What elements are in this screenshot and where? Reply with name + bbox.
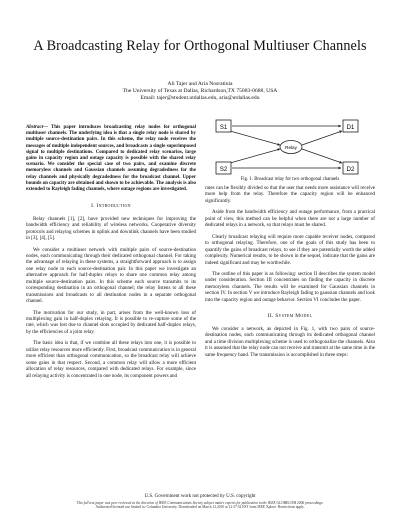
section-heading-introduction: I. Introduction xyxy=(91,203,131,210)
page-footer xyxy=(20,501,380,510)
abstract-text: This paper introduces broadcasting relay nodes for orthogonal multiuser channels. The underlying idea is that a single relay node is shared by multiple source-destination pairs. In this scheme, the relay node receives the messages of multiple independent sources, and broadcasts a single superimposed signal to multiple destinations. Compared to dedicated relay scenarios, large gains in capacity region and outage capacity is possible with the shared relay scenario. We consider the special case of two pairs, and examine discrete memoryless channels and Gaussian channels assuming degradedness for the relay channels and physically degradedness for the broadcast channel. Upper bounds on capacity are obtained and shown to be achievable. The analysis is also extended to Rayleigh fading channels, where outage regions are investigated. xyxy=(26,125,196,193)
relay-diagram xyxy=(210,118,372,176)
figure-caption: Fig. 1. Broadcast relay for two orthogonal channels xyxy=(240,177,340,182)
left-column xyxy=(26,125,196,384)
paragraph: The basic idea is that, if we combine all these relays into one, it is possible to utilize relay resources more efficiently. First, broadcast communication is in general more efficient than orthogonal communication, so the broadcast relay will achieve some gains in that respect. Second, a common relay will allow a more efficient allocation of relay resources, compared with dedicated relays. For example, since all relaying activity is concentrated in one node, its component powers and xyxy=(26,340,196,379)
footer-review-note: This full text paper was peer reviewed at the direction of IEEE Communications Society subject matter experts for publication in the IEEE GLOBECOM 2006 proceedings. xyxy=(76,501,324,505)
link-relay-d2 xyxy=(302,149,342,163)
link-s2-relay xyxy=(230,149,280,163)
author-names: Ali Tajer and Aria Nosratinia xyxy=(167,81,233,87)
section-heading-system-model: II. System Model xyxy=(267,313,313,320)
link-relay-d1 xyxy=(302,131,342,145)
paragraph: Aside from the bandwidth efficiency and outage performance, from a practical point of view, this method can be helpful when there are not a large number of dedicated relays in a network, so that relays must be shared. xyxy=(205,209,375,229)
svg-text:S1: S1 xyxy=(219,124,228,131)
author-block xyxy=(40,81,360,102)
link-s1-relay xyxy=(230,131,280,145)
paragraph: Relay channels [1], [2], have provided new techniques for improving the bandwidth efficiency and reliability of wireless networks. Cooperative diversity protocols and relaying schemes in uplink and downlink channels have been studied in [3], [4], [5]. xyxy=(26,215,196,242)
paper-title: A Broadcasting Relay for Orthogonal Multiuser Channels xyxy=(33,38,367,54)
paragraph: rates can be flexibly divided so that the user that needs more assistance will receive more help from the relay. Therefore the capacity region will be enhanced significantly. xyxy=(205,185,375,204)
paragraph: We consider a multiuser network with multiple pairs of source-destination nodes, each communicating through their dedicated orthogonal channel. For taking the advantage of relaying in these systems, a straightforward approach is to assign one relay node to each source-destination pair. In this paper we investigate an alternative approach for half-duplex relays to share one common relay among multiple source-destination pairs. In this scheme each source transmits to its corresponding destination in an orthogonal channel; the relay listens to all these transmissions and broadcasts to all destination nodes in a separate orthogonal channel. xyxy=(26,246,196,305)
abstract-lead: Abstract— xyxy=(26,125,48,130)
paragraph: The motivation for our study, in part, arises from the well-known loss of multiplexing gain in half-duplex relaying. It is possible to re-capture some of the rate, which was lost due to channel slots occupied by dedicated half-duplex relays, by the efficiencies of a joint relay. xyxy=(26,309,196,335)
svg-text:S2: S2 xyxy=(219,166,228,173)
node-relay xyxy=(280,141,302,154)
abstract xyxy=(26,125,196,193)
paragraph: Clearly broadcast relaying will require more capable receiver nodes, compared to orthogonal relaying. Therefore, one of the goals of this study has been to quantify the gains of broadcast relays, to see if they are potentially worth the added complexity. Numerical results, to be shown in the sequel, indicate that the gains are indeed significant and may be worthwhile. xyxy=(205,233,375,266)
author-affiliation: The University of Texas at Dallas, Richardson,TX 75083-0688, USA xyxy=(122,87,278,94)
svg-text:Relay: Relay xyxy=(285,145,297,150)
right-column xyxy=(205,185,375,363)
node-d1 xyxy=(343,120,358,132)
copyright-notice: U.S. Government work not protected by U.S. copyright xyxy=(144,494,256,499)
svg-text:D2: D2 xyxy=(346,166,355,173)
node-s2 xyxy=(216,162,231,174)
author-email: Email: tajer@student.utdallas.edu, aria@utdallas.edu xyxy=(140,94,260,101)
footer-license-note: Authorized licensed use limited to: Columbia University. Downloaded on March 12,2010 at 12:37:52 EST from IEEE Xplore. Restrictions apply. xyxy=(95,505,305,510)
paragraph: The outline of this paper is as following: section II describes the system model under consideration. Section III concentrates on finding the capacity in discrete memoryless channels. The results will be examined for Gaussian channels in section IV. In section V we introduce Rayleigh fading to gaussian channels and look into the capacity region and outage behavior. Section VI concludes the paper. xyxy=(205,270,375,303)
paragraph: We consider a network, as depicted in Fig. 1, with two pairs of source-destination nodes, each communicating through its dedicated orthogonal channel and a time division multiplexing scheme is used to orthogonalize the channels. Also it is assumed that the relay node can not receive and transmit at the same time in the same frequency band. The transmission is accomplished in three steps: xyxy=(205,325,375,358)
figure-1 xyxy=(210,118,372,176)
svg-text:D1: D1 xyxy=(346,124,355,131)
node-s1 xyxy=(216,120,231,132)
node-d2 xyxy=(343,162,358,174)
